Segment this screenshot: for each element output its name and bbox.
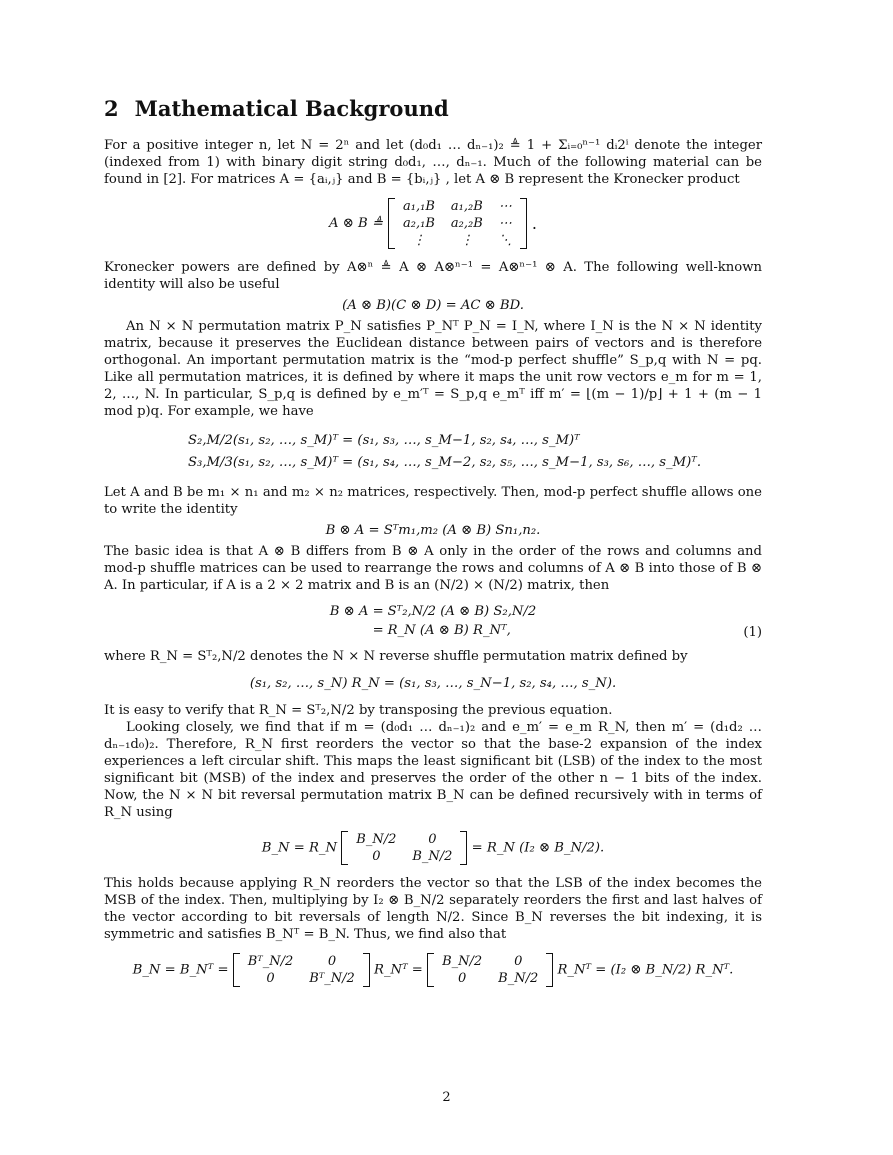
equation-number: (1)	[743, 625, 762, 640]
symmetric-equation	[104, 953, 762, 987]
matrix-cell: ⋱	[498, 233, 512, 248]
shuffle-examples	[188, 430, 762, 474]
paragraph-2: Kronecker powers are defined by A⊗ⁿ ≜ A ⊗ A⊗ⁿ⁻¹ = A⊗ⁿ⁻¹ ⊗ A. The following well-known identity will also be useful	[104, 260, 762, 292]
page-number: 2	[442, 1090, 451, 1105]
equation-1	[104, 604, 762, 638]
eq1-line2-rhs: R_N (A ⊗ B) R_Nᵀ,	[387, 623, 511, 638]
paragraph-7: It is easy to verify that R_N = Sᵀ₂,N/2 by transposing the previous equation.	[104, 703, 613, 718]
bn-lhs: B_N = R_N	[261, 840, 338, 856]
matrix-cell: Bᵀ_N/2	[309, 971, 355, 986]
shuffle-example-1: S₂,M/2(s₁, s₂, …, s_M)ᵀ = (s₁, s₃, …, s_M−1, s₂, s₄, …, s_M)ᵀ	[188, 433, 580, 448]
eq1-line1-lhs: B ⊗ A =	[329, 604, 384, 619]
mixed-product-equation: (A ⊗ B)(C ⊗ D) = AC ⊗ BD.	[342, 298, 524, 313]
matrix-cell: Bᵀ_N/2	[247, 954, 294, 969]
eq1-line2-lhs: =	[372, 623, 384, 638]
matrix-cell: ⋮	[460, 233, 474, 248]
shuffle-example-2: S₃,M/3(s₁, s₂, …, s_M)ᵀ = (s₁, s₄, …, s_M−2, s₂, s₅, …, s_M−1, s₃, s₆, …, s_M)ᵀ.	[188, 455, 702, 470]
matrix-cell: 0	[428, 832, 437, 847]
matrix-cell: ⋯	[498, 199, 512, 214]
last-matrix-2	[427, 953, 553, 987]
paragraph-4: Let A and B be m₁ × n₁ and m₂ × n₂ matrices, respectively. Then, mod-p perfect shuffle allows one to write the identity	[104, 485, 762, 517]
eq1-line1-rhs: Sᵀ₂,N/2 (A ⊗ B) S₂,N/2	[387, 604, 537, 619]
paragraph-6: where R_N = Sᵀ₂,N/2 denotes the N × N reverse shuffle permutation matrix defined by	[104, 649, 688, 664]
kron-tail: .	[531, 214, 537, 233]
matrix-cell: B_N/2	[498, 971, 539, 986]
matrix-cell: 0	[266, 971, 275, 986]
matrix-cell: a₁,₂B	[450, 199, 483, 214]
bn-matrix	[341, 831, 467, 865]
bit-reversal-equation	[104, 831, 762, 865]
last-rhs: R_Nᵀ = (I₂ ⊗ B_N/2) R_Nᵀ.	[557, 962, 734, 978]
matrix-cell: B_N/2	[442, 954, 483, 969]
section-heading	[104, 96, 762, 121]
paragraph-9: This holds because applying R_N reorders the vector so that the LSB of the index becomes the MSB of the index. Then, multiplying by I₂ ⊗ B_N/2 separately reorders the first and last halves of the vector according to bit reversals of length N/2. Since B_N reverses the bit indexing, it is symmetric and satisfies B_Nᵀ = B_N. Thus, we find also that	[104, 876, 762, 942]
matrix-cell: ⋮	[412, 233, 426, 248]
section-number: 2	[104, 96, 119, 121]
section-title: Mathematical Background	[134, 96, 449, 121]
kronecker-equation	[104, 198, 762, 249]
paragraph-8: Looking closely, we find that if m = (d₀d₁ … dₙ₋₁)₂ and e_m′ = e_m R_N, then m′ = (d₁d₂ … dₙ₋₁d₀)₂. Therefore, R_N first reorders the vector so that the base-2 expansion of the index experiences a left circular shift. This maps the least significant bit (LSB) of the index to the most significant bit (MSB) of the index and preserves the order of the other n − 1 bits of the index. Now, the N × N bit reversal permutation matrix B_N can be defined recursively with in terms of R_N using	[104, 720, 762, 820]
paragraph-1: For a positive integer n, let N = 2ⁿ and let (d₀d₁ … dₙ₋₁)₂ ≜ 1 + Σᵢ₌₀ⁿ⁻¹ dᵢ2ⁱ denote the integer (indexed from 1) with binary digit string d₀d₁, …, dₙ₋₁. Much of the following material can be found in [2]. For matrices A = {aᵢ,ⱼ} and B = {bᵢ,ⱼ} , let A ⊗ B represent the Kronecker product	[104, 138, 762, 187]
paragraph-3: An N × N permutation matrix P_N satisfies P_Nᵀ P_N = I_N, where I_N is the N × N identity matrix, because it preserves the Euclidean distance between pairs of vectors and is therefore orthogonal. An important permutation matrix is the “mod-p perfect shuffle” S_p,q with N = pq. Like all permutation matrices, it is defined by where it maps the unit row vectors e_m for m = 1, 2, …, N. In particular, S_p,q is defined by e_m′ᵀ = S_p,q e_mᵀ iff m′ = ⌊(m − 1)/p⌋ + 1 + (m − 1 mod p)q. For example, we have	[104, 319, 762, 419]
bn-rhs: = R_N (I₂ ⊗ B_N/2).	[471, 840, 605, 856]
reverse-shuffle-equation: (s₁, s₂, …, s_N) R_N = (s₁, s₃, …, s_N−1, s₂, s₄, …, s_N).	[249, 676, 617, 691]
last-lhs: B_N = B_Nᵀ =	[132, 962, 229, 978]
matrix-cell: 0	[457, 971, 467, 986]
matrix-cell: ⋯	[498, 216, 512, 231]
matrix-cell: a₂,₂B	[450, 216, 483, 231]
matrix-cell: B_N/2	[412, 849, 453, 864]
paragraph-5: The basic idea is that A ⊗ B differs from B ⊗ A only in the order of the rows and columns and mod-p shuffle matrices can be used to rearrange the rows and columns of A ⊗ B into those of B ⊗ A. In particular, if A is a 2 × 2 matrix and B is an (N/2) × (N/2) matrix, then	[104, 544, 762, 593]
matrix-cell: 0	[327, 954, 337, 969]
last-mid: R_Nᵀ =	[374, 962, 423, 978]
matrix-cell: B_N/2	[356, 832, 397, 847]
paper-page	[104, 96, 762, 997]
matrix-cell: a₁,₁B	[403, 199, 435, 214]
matrix-cell: 0	[372, 849, 381, 864]
matrix-cell: 0	[514, 954, 523, 969]
kron-lhs: A ⊗ B ≜	[329, 216, 383, 231]
kron-matrix	[388, 198, 527, 249]
matrix-cell: a₂,₁B	[403, 216, 435, 231]
last-matrix-1	[233, 953, 370, 987]
commute-equation: B ⊗ A = Sᵀm₁,m₂ (A ⊗ B) Sn₁,n₂.	[325, 523, 541, 538]
